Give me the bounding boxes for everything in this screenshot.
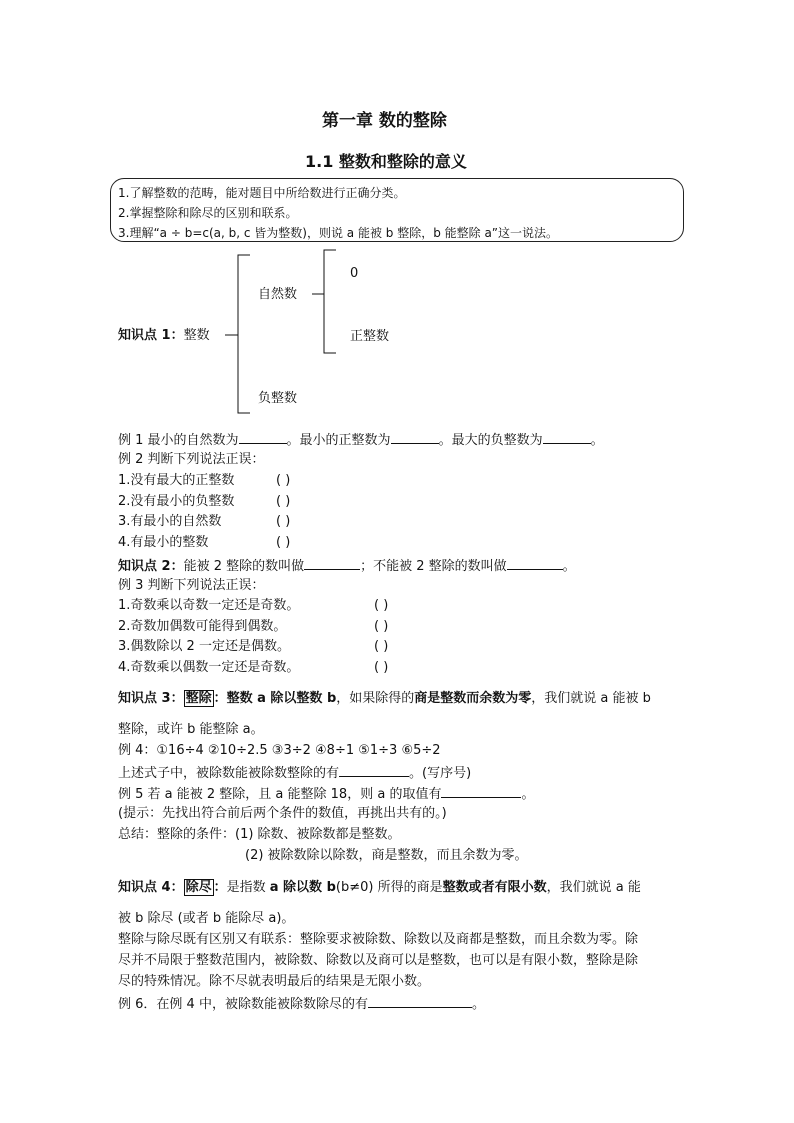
- kp4-line-2: 被 b 除尽 (或者 b 能除尽 a)。: [118, 911, 295, 926]
- kp4-text-1: 是指数: [226, 880, 270, 895]
- goal-1: 1.了解整数的范畴，能对题目中所给数进行正确分类。: [118, 186, 406, 200]
- kp4-term: 除尽: [185, 880, 212, 895]
- ex1-text-3: 。最大的负整数为: [438, 433, 543, 448]
- summary-line-2: (2) 被除数除以除数，商是整数，而且余数为零。: [245, 848, 528, 863]
- ex4-blank[interactable]: [339, 764, 409, 777]
- example-1: [118, 431, 604, 449]
- distinction-paragraph-line-3: 尽的特殊情况。除不尽就表明最后的结果是无限小数。: [118, 974, 431, 989]
- ex2-item-1: 1.没有最大的正整数: [118, 473, 235, 488]
- example-4-expressions: 例 4：①16÷4 ②10÷2.5 ③3÷2 ④8÷1 ⑤1÷3 ⑥5÷2: [118, 743, 441, 758]
- kp3-label: 知识点 3：: [118, 691, 184, 706]
- ex3-answer-2[interactable]: ( ): [374, 619, 389, 634]
- kp2-blank-1[interactable]: [304, 557, 360, 570]
- kp3-bold-2: 商是整数而余数为零: [414, 691, 532, 706]
- kp3-text-1: ，如果除得的: [336, 691, 415, 706]
- ex2-answer-1[interactable]: ( ): [276, 473, 291, 488]
- ex1-text-1: 例 1 最小的自然数为: [118, 433, 239, 448]
- ex1-text-2: 。最小的正整数为: [286, 433, 391, 448]
- kp4-text-3: ，我们就说 a 能: [546, 880, 641, 895]
- section-title: 1.1 整数和整除的意义: [305, 152, 467, 171]
- ex6-text-1: 例 6．在例 4 中，被除数能被除数除尽的有: [118, 997, 368, 1012]
- ex3-item-4: 4.奇数乘以偶数一定还是奇数。: [118, 660, 300, 675]
- kp3-line-1: [118, 691, 651, 707]
- kp3-text-2: ，我们就说 a 能被 b: [531, 691, 651, 706]
- ex5-text-1: 例 5 若 a 能被 2 整除，且 a 能整除 18，则 a 的取值有: [118, 787, 442, 802]
- kp2-label: 知识点 2：: [118, 559, 184, 574]
- kp2-text-2: ；不能被 2 整除的数叫做: [360, 559, 507, 574]
- kp2-blank-2[interactable]: [507, 557, 563, 570]
- kp4-bold-1: a 除以数 b: [269, 880, 336, 895]
- kp3-colon: ：: [213, 691, 227, 706]
- kp4-colon: ：: [213, 880, 227, 895]
- ex2-answer-2[interactable]: ( ): [276, 494, 291, 509]
- kp4-label: 知识点 4：: [118, 880, 184, 895]
- example-6: [118, 995, 485, 1013]
- ex5-blank[interactable]: [441, 785, 521, 798]
- example-4-question: [118, 764, 471, 782]
- kp1-heading: [118, 328, 210, 344]
- summary-line-1: 总结：整除的条件：(1) 除数、被除数都是整数。: [118, 827, 401, 842]
- goal-2: 2.掌握整除和除尽的区别和联系。: [118, 206, 298, 220]
- ex1-blank-3[interactable]: [543, 431, 591, 444]
- chapter-title: 第一章 数的整除: [322, 111, 447, 131]
- ex3-answer-1[interactable]: ( ): [374, 598, 389, 613]
- ex6-blank[interactable]: [368, 995, 472, 1008]
- kp1-label: 知识点 1：: [118, 328, 184, 343]
- negative-integer-label: 负整数: [258, 391, 298, 406]
- kp3-bold-1: 整数 a 除以整数 b: [226, 691, 337, 706]
- kp2-text-3: 。: [562, 559, 576, 574]
- ex1-blank-1[interactable]: [239, 431, 287, 444]
- natural-number-label: 自然数: [258, 287, 298, 302]
- ex2-item-2: 2.没有最小的负整数: [118, 494, 235, 509]
- kp2-text-1: 能被 2 整除的数叫做: [183, 559, 305, 574]
- ex3-item-2: 2.奇数加偶数可能得到偶数。: [118, 619, 287, 634]
- kp3-term: 整除: [185, 691, 212, 706]
- kp4-line-1: [118, 880, 641, 896]
- ex4-text-2: 。(写序号): [409, 766, 472, 781]
- kp4-text-2: (b≠0) 所得的商是: [335, 880, 443, 895]
- distinction-paragraph-line-2: 尽并不局限于整数范围内，被除数、除数以及商可以是整数，也可以是有限小数，整除是除: [118, 953, 639, 968]
- goal-3: 3.理解“a ÷ b=c(a, b, c 皆为整数)，则说 a 能被 b 整除，b 能整除 a”这一说法。: [118, 226, 559, 240]
- kp4-bold-2: 整数或者有限小数: [442, 880, 547, 895]
- ex6-text-2: 。: [471, 997, 485, 1012]
- ex4-text-1: 上述式子中，被除数能被除数整除的有: [118, 766, 340, 781]
- positive-integer-label: 正整数: [350, 329, 390, 344]
- ex3-item-3: 3.偶数除以 2 一定还是偶数。: [118, 639, 290, 654]
- ex1-text-4: 。: [590, 433, 604, 448]
- example-2-title: 例 2 判断下列说法正误：: [118, 452, 265, 467]
- ex2-answer-3[interactable]: ( ): [276, 514, 291, 529]
- kp3-line-2: 整除，或许 b 能整除 a。: [118, 722, 264, 737]
- kp2: [118, 557, 576, 575]
- kp1-root-label: 整数: [183, 328, 210, 343]
- example-5-hint: (提示：先找出符合前后两个条件的数值，再挑出共有的。): [118, 806, 447, 821]
- example-3-title: 例 3 判断下列说法正误：: [118, 578, 265, 593]
- ex5-text-2: 。: [521, 787, 535, 802]
- example-5: [118, 785, 534, 803]
- ex3-answer-3[interactable]: ( ): [374, 639, 389, 654]
- ex3-answer-4[interactable]: ( ): [374, 660, 389, 675]
- ex2-answer-4[interactable]: ( ): [276, 535, 291, 550]
- ex1-blank-2[interactable]: [391, 431, 439, 444]
- ex3-item-1: 1.奇数乘以奇数一定还是奇数。: [118, 598, 300, 613]
- zero-label: 0: [350, 266, 359, 281]
- distinction-paragraph-line-1: 整除与除尽既有区别又有联系：整除要求被除数、除数以及商都是整数，而且余数为零。除: [118, 932, 639, 947]
- ex2-item-4: 4.有最小的整数: [118, 535, 209, 550]
- ex2-item-3: 3.有最小的自然数: [118, 514, 222, 529]
